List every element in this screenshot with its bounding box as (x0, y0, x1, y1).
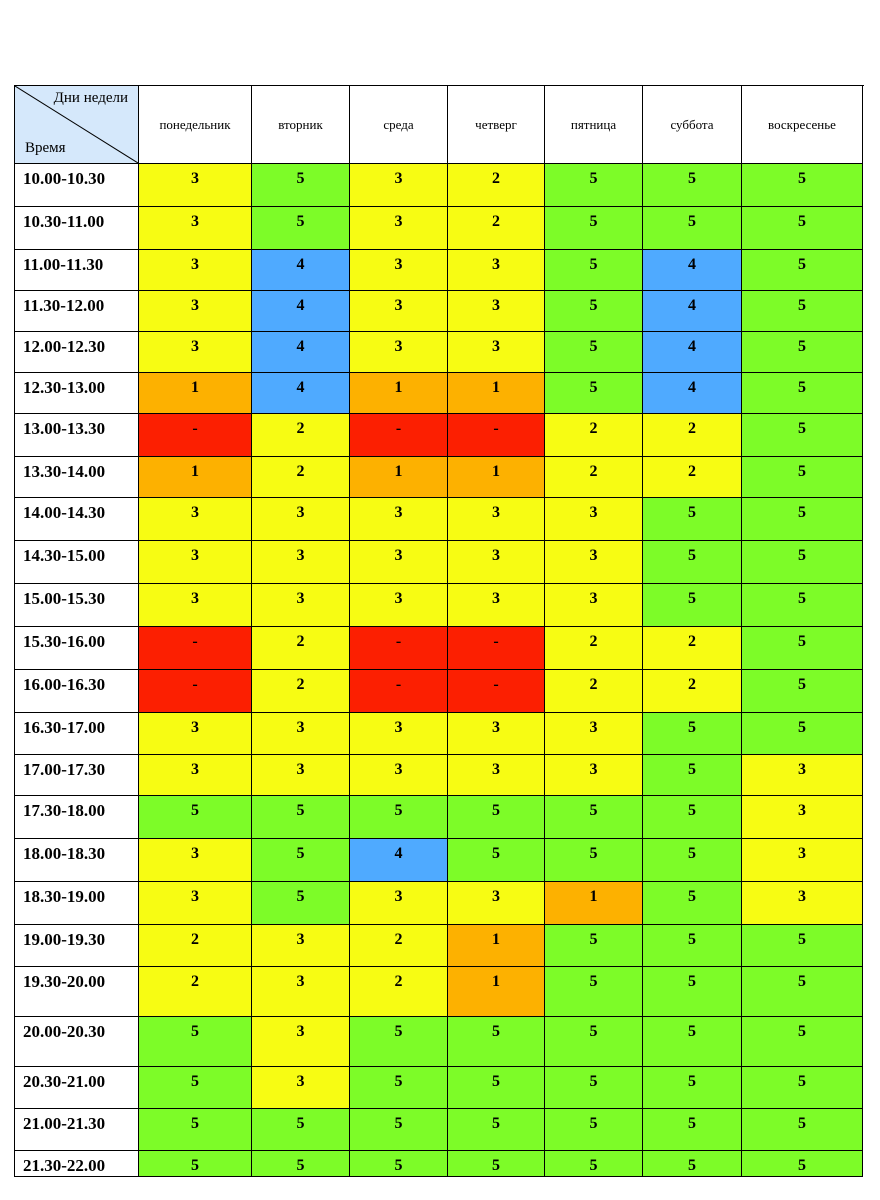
rating-cell: 3 (742, 755, 863, 796)
rating-cell: 3 (252, 1067, 350, 1109)
rating-cell: 1 (350, 457, 448, 498)
rating-cell: 2 (643, 627, 742, 670)
rating-cell: 5 (350, 1151, 448, 1177)
rating-cell: 3 (252, 925, 350, 967)
rating-cell: 2 (643, 670, 742, 713)
time-slot-label: 21.30-22.00 (15, 1151, 139, 1177)
rating-cell: 3 (448, 541, 545, 584)
rating-cell: 2 (350, 925, 448, 967)
rating-cell: 3 (448, 882, 545, 925)
rating-cell: 3 (350, 332, 448, 373)
rating-cell: 4 (252, 373, 350, 414)
rating-cell: 5 (545, 250, 643, 291)
rating-cell: 3 (350, 755, 448, 796)
rating-cell: 5 (252, 882, 350, 925)
rating-cell: 3 (448, 755, 545, 796)
rating-cell: 2 (139, 925, 252, 967)
time-slot-label: 14.00-14.30 (15, 498, 139, 541)
time-slot-label: 20.00-20.30 (15, 1017, 139, 1067)
rating-cell: 5 (742, 1067, 863, 1109)
rating-cell: 5 (350, 796, 448, 839)
time-slot-label: 13.30-14.00 (15, 457, 139, 498)
rating-cell: - (448, 414, 545, 457)
rating-cell: 1 (139, 457, 252, 498)
rating-cell: - (139, 414, 252, 457)
rating-cell: 5 (252, 1151, 350, 1177)
rating-cell: 3 (350, 164, 448, 207)
rating-cell: 5 (545, 332, 643, 373)
rating-cell: 4 (643, 291, 742, 332)
rating-cell: 5 (643, 584, 742, 627)
rating-cell: 5 (742, 967, 863, 1017)
day-header: суббота (643, 86, 742, 164)
day-header: четверг (448, 86, 545, 164)
day-header: понедельник (139, 86, 252, 164)
rating-cell: 5 (742, 373, 863, 414)
rating-cell: 5 (139, 1067, 252, 1109)
rating-cell: 2 (545, 627, 643, 670)
corner-header-cell (15, 86, 139, 164)
rating-cell: 5 (643, 1109, 742, 1151)
rating-cell: 3 (139, 291, 252, 332)
rating-cell: 3 (139, 755, 252, 796)
rating-cell: 5 (742, 584, 863, 627)
rating-cell: 5 (448, 839, 545, 882)
rating-cell: 1 (448, 373, 545, 414)
rating-cell: 1 (545, 882, 643, 925)
rating-cell: 3 (448, 291, 545, 332)
rating-cell: 2 (545, 414, 643, 457)
rating-cell: 5 (350, 1067, 448, 1109)
rating-cell: 4 (643, 250, 742, 291)
rating-cell: 2 (252, 627, 350, 670)
rating-cell: 4 (252, 332, 350, 373)
rating-cell: 5 (643, 839, 742, 882)
rating-cell: 5 (252, 207, 350, 250)
time-slot-label: 19.30-20.00 (15, 967, 139, 1017)
rating-cell: 5 (448, 1067, 545, 1109)
time-slot-label: 12.00-12.30 (15, 332, 139, 373)
rating-cell: 3 (139, 541, 252, 584)
rating-cell: 2 (545, 457, 643, 498)
rating-cell: 5 (742, 1151, 863, 1177)
rating-cell: - (350, 627, 448, 670)
rating-cell: 5 (545, 207, 643, 250)
rating-cell: 5 (643, 1151, 742, 1177)
rating-cell: 3 (252, 1017, 350, 1067)
rating-cell: 3 (448, 332, 545, 373)
rating-cell: 3 (350, 207, 448, 250)
time-label: Время (25, 140, 66, 156)
rating-cell: 5 (643, 1017, 742, 1067)
time-slot-label: 20.30-21.00 (15, 1067, 139, 1109)
rating-cell: 4 (350, 839, 448, 882)
rating-cell: 5 (742, 627, 863, 670)
rating-cell: 5 (643, 796, 742, 839)
rating-cell: 1 (350, 373, 448, 414)
rating-cell: 2 (252, 414, 350, 457)
time-slot-label: 21.00-21.30 (15, 1109, 139, 1151)
time-slot-label: 18.00-18.30 (15, 839, 139, 882)
rating-cell: 3 (742, 839, 863, 882)
rating-cell: 5 (742, 541, 863, 584)
rating-cell: 5 (139, 1151, 252, 1177)
rating-cell: 5 (742, 670, 863, 713)
rating-cell: 3 (252, 967, 350, 1017)
rating-cell: 5 (742, 1017, 863, 1067)
rating-cell: 5 (742, 291, 863, 332)
rating-cell: 3 (139, 332, 252, 373)
rating-cell: 5 (643, 1067, 742, 1109)
time-slot-label: 11.00-11.30 (15, 250, 139, 291)
rating-cell: 3 (545, 498, 643, 541)
rating-cell: 3 (252, 713, 350, 755)
rating-cell: 5 (350, 1109, 448, 1151)
rating-cell: 5 (252, 839, 350, 882)
rating-cell: 3 (350, 291, 448, 332)
rating-cell: 2 (139, 967, 252, 1017)
rating-cell: 3 (350, 584, 448, 627)
rating-cell: 3 (139, 882, 252, 925)
rating-cell: 3 (139, 498, 252, 541)
rating-cell: 4 (252, 250, 350, 291)
rating-cell: 2 (643, 414, 742, 457)
rating-cell: 5 (139, 1017, 252, 1067)
rating-cell: 5 (448, 1151, 545, 1177)
rating-cell: 5 (545, 164, 643, 207)
rating-cell: 3 (545, 755, 643, 796)
time-slot-label: 15.00-15.30 (15, 584, 139, 627)
rating-cell: 5 (448, 1109, 545, 1151)
rating-cell: 5 (448, 796, 545, 839)
rating-cell: 3 (139, 584, 252, 627)
rating-cell: 5 (643, 967, 742, 1017)
rating-cell: 3 (252, 541, 350, 584)
rating-cell: 5 (545, 839, 643, 882)
rating-cell: 3 (139, 164, 252, 207)
time-slot-label: 15.30-16.00 (15, 627, 139, 670)
rating-cell: 5 (545, 1067, 643, 1109)
time-slot-label: 10.00-10.30 (15, 164, 139, 207)
rating-cell: 5 (643, 925, 742, 967)
rating-cell: 1 (139, 373, 252, 414)
rating-cell: 3 (742, 796, 863, 839)
rating-cell: 3 (139, 713, 252, 755)
rating-cell: 3 (545, 713, 643, 755)
rating-cell: 5 (643, 882, 742, 925)
rating-cell: 5 (742, 332, 863, 373)
rating-cell: 5 (742, 1109, 863, 1151)
rating-cell: 2 (252, 670, 350, 713)
rating-cell: 5 (448, 1017, 545, 1067)
rating-cell: 3 (252, 584, 350, 627)
rating-cell: 3 (252, 755, 350, 796)
time-slot-label: 10.30-11.00 (15, 207, 139, 250)
rating-cell: 5 (545, 796, 643, 839)
rating-cell: 5 (742, 250, 863, 291)
rating-cell: 5 (643, 164, 742, 207)
time-slot-label: 13.00-13.30 (15, 414, 139, 457)
rating-cell: 5 (252, 796, 350, 839)
rating-cell: 5 (545, 1017, 643, 1067)
rating-cell: 2 (252, 457, 350, 498)
time-slot-label: 14.30-15.00 (15, 541, 139, 584)
rating-cell: 4 (643, 373, 742, 414)
rating-cell: 5 (742, 164, 863, 207)
time-slot-label: 16.00-16.30 (15, 670, 139, 713)
rating-cell: - (139, 670, 252, 713)
time-slot-label: 11.30-12.00 (15, 291, 139, 332)
rating-cell: 3 (742, 882, 863, 925)
day-header: пятница (545, 86, 643, 164)
rating-cell: 3 (448, 584, 545, 627)
rating-cell: 3 (545, 584, 643, 627)
rating-cell: 3 (350, 250, 448, 291)
rating-cell: 2 (545, 670, 643, 713)
rating-cell: 5 (742, 457, 863, 498)
rating-cell: 5 (742, 498, 863, 541)
rating-cell: 5 (643, 713, 742, 755)
rating-cell: 2 (448, 164, 545, 207)
rating-cell: 5 (742, 925, 863, 967)
rating-cell: 5 (545, 1151, 643, 1177)
rating-cell: 5 (545, 1109, 643, 1151)
rating-cell: - (448, 670, 545, 713)
rating-cell: 3 (350, 541, 448, 584)
rating-cell: 3 (139, 207, 252, 250)
rating-cell: 3 (545, 541, 643, 584)
rating-cell: 3 (252, 498, 350, 541)
rating-cell: 2 (448, 207, 545, 250)
rating-cell: 2 (350, 967, 448, 1017)
rating-cell: 5 (742, 713, 863, 755)
time-slot-label: 17.30-18.00 (15, 796, 139, 839)
days-of-week-label: Дни недели (53, 90, 128, 106)
rating-cell: 1 (448, 925, 545, 967)
rating-cell: 5 (545, 925, 643, 967)
rating-cell: - (350, 414, 448, 457)
rating-cell: 3 (448, 250, 545, 291)
rating-cell: 5 (643, 541, 742, 584)
schedule-table (14, 85, 864, 1177)
rating-cell: 5 (643, 498, 742, 541)
day-header: вторник (252, 86, 350, 164)
rating-cell: 4 (643, 332, 742, 373)
rating-cell: 5 (252, 164, 350, 207)
rating-cell: 3 (350, 882, 448, 925)
rating-cell: 1 (448, 967, 545, 1017)
rating-cell: 5 (139, 1109, 252, 1151)
day-header: среда (350, 86, 448, 164)
rating-cell: 1 (448, 457, 545, 498)
rating-cell: 5 (742, 414, 863, 457)
rating-cell: - (350, 670, 448, 713)
rating-cell: 5 (643, 755, 742, 796)
rating-cell: 2 (643, 457, 742, 498)
rating-cell: 5 (545, 291, 643, 332)
time-slot-label: 17.00-17.30 (15, 755, 139, 796)
rating-cell: 5 (742, 207, 863, 250)
rating-cell: 5 (643, 207, 742, 250)
rating-cell: 3 (350, 713, 448, 755)
rating-cell: 5 (545, 373, 643, 414)
rating-cell: 3 (139, 839, 252, 882)
rating-cell: 3 (350, 498, 448, 541)
rating-cell: 5 (252, 1109, 350, 1151)
rating-cell: 5 (139, 796, 252, 839)
time-slot-label: 12.30-13.00 (15, 373, 139, 414)
time-slot-label: 18.30-19.00 (15, 882, 139, 925)
rating-cell: 4 (252, 291, 350, 332)
time-slot-label: 16.30-17.00 (15, 713, 139, 755)
rating-cell: 3 (139, 250, 252, 291)
rating-cell: 3 (448, 498, 545, 541)
rating-cell: - (139, 627, 252, 670)
rating-cell: - (448, 627, 545, 670)
rating-cell: 3 (448, 713, 545, 755)
time-slot-label: 19.00-19.30 (15, 925, 139, 967)
rating-cell: 5 (545, 967, 643, 1017)
day-header: воскресенье (742, 86, 863, 164)
rating-cell: 5 (350, 1017, 448, 1067)
